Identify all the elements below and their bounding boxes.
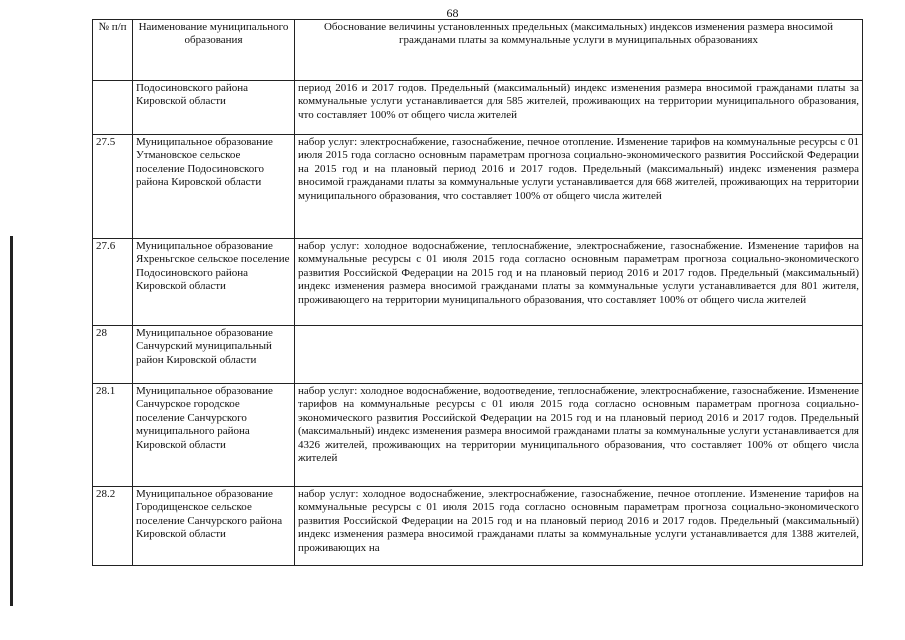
row-justification: набор услуг: электроснабжение, газоснабжение, печное отопление. Изменение тарифов на коммунальные ресурсы с 01 июля 2015 года согласно основным параметрам прогноза социально-экономического развития Российской Федерации на 2015 год и на плановый период 2016 и 2017 годов. Предельный (максимальный) индекс изменения размера вносимой гражданами платы за коммунальные услуги устанавливается для 668 жителей, проживающих на территории муниципального образования, что составляет 100% от общего числа жителей — [295, 135, 863, 239]
table-row-section — [93, 326, 863, 384]
row-justification: набор услуг: холодное водоснабжение, теплоснабжение, электроснабжение, газоснабжение. Изменение тарифов на коммунальные ресурсы с 01 июля 2015 года согласно основным параметрам прогноза социально-экономического развития Российской Федерации на 2015 год и на плановый период 2016 и 2017 годов. Предельный (максимальный) индекс изменения размера вносимой гражданами платы за коммунальные услуги устанавливается для 801 жителя, проживающего на территории муниципального образования, что составляет 100% от общего числа жителей — [295, 239, 863, 326]
table-row — [93, 487, 863, 566]
row-municipality: Муниципальное образование Санчурский муниципальный район Кировской области — [133, 326, 295, 384]
table-row — [93, 135, 863, 239]
row-justification: период 2016 и 2017 годов. Предельный (максимальный) индекс изменения размера вносимой гражданами платы за коммунальные услуги устанавливается для 585 жителей, проживающих на территории муниципального образования, что составляет 100% от общего числа жителей — [295, 81, 863, 135]
row-municipality: Муниципальное образование Утмановское сельское поселение Подосиновского района Кировской области — [133, 135, 295, 239]
row-justification — [295, 326, 863, 384]
header-name: Наименование муниципального образования — [133, 20, 295, 81]
row-municipality: Подосиновского района Кировской области — [133, 81, 295, 135]
table-row — [93, 239, 863, 326]
table-row — [93, 81, 863, 135]
page-number: 68 — [446, 6, 459, 20]
header-number: № п/п — [93, 20, 133, 81]
row-number: 28 — [93, 326, 133, 384]
row-number: 27.5 — [93, 135, 133, 239]
margin-binding-line — [10, 236, 13, 606]
row-number: 28.1 — [93, 384, 133, 487]
row-number: 27.6 — [93, 239, 133, 326]
row-number: 28.2 — [93, 487, 133, 566]
tariff-index-table — [92, 19, 863, 566]
row-justification: набор услуг: холодное водоснабжение, водоотведение, теплоснабжение, электроснабжение, газоснабжение. Изменение тарифов на коммунальные ресурсы с 01 июля 2015 года согласно основным параметрам прогноза социально-экономического развития Российской Федерации на 2015 год и на плановый период 2016 и 2017 годов. Предельный (максимальный) индекс изменения размера вносимой гражданами платы за коммунальные услуги устанавливается для 4326 жителей, проживающих на территории муниципального образования, что составляет 100% от общего числа жителей — [295, 384, 863, 487]
table-row — [93, 384, 863, 487]
row-municipality: Муниципальное образование Санчурское городское поселение Санчурского муниципального района Кировской области — [133, 384, 295, 487]
row-municipality: Муниципальное образование Яхреньгское сельское поселение Подосиновского района Кировской области — [133, 239, 295, 326]
header-justification: Обоснование величины установленных предельных (максимальных) индексов изменения размера вносимой гражданами платы за коммунальные услуги в муниципальных образованиях — [295, 20, 863, 81]
row-municipality: Муниципальное образование Городищенское сельское поселение Санчурского района Кировской области — [133, 487, 295, 566]
row-justification: набор услуг: холодное водоснабжение, электроснабжение, газоснабжение, печное отопление. Изменение тарифов на коммунальные ресурсы с 01 июля 2015 года согласно основным параметрам прогноза социально-экономического развития Российской Федерации на 2015 год и на плановый период 2016 и 2017 годов. Предельный (максимальный) индекс изменения размера вносимой гражданами платы за коммунальные услуги устанавливается для 1388 жителей, проживающих на — [295, 487, 863, 566]
table-header-row — [93, 20, 863, 81]
row-number — [93, 81, 133, 135]
